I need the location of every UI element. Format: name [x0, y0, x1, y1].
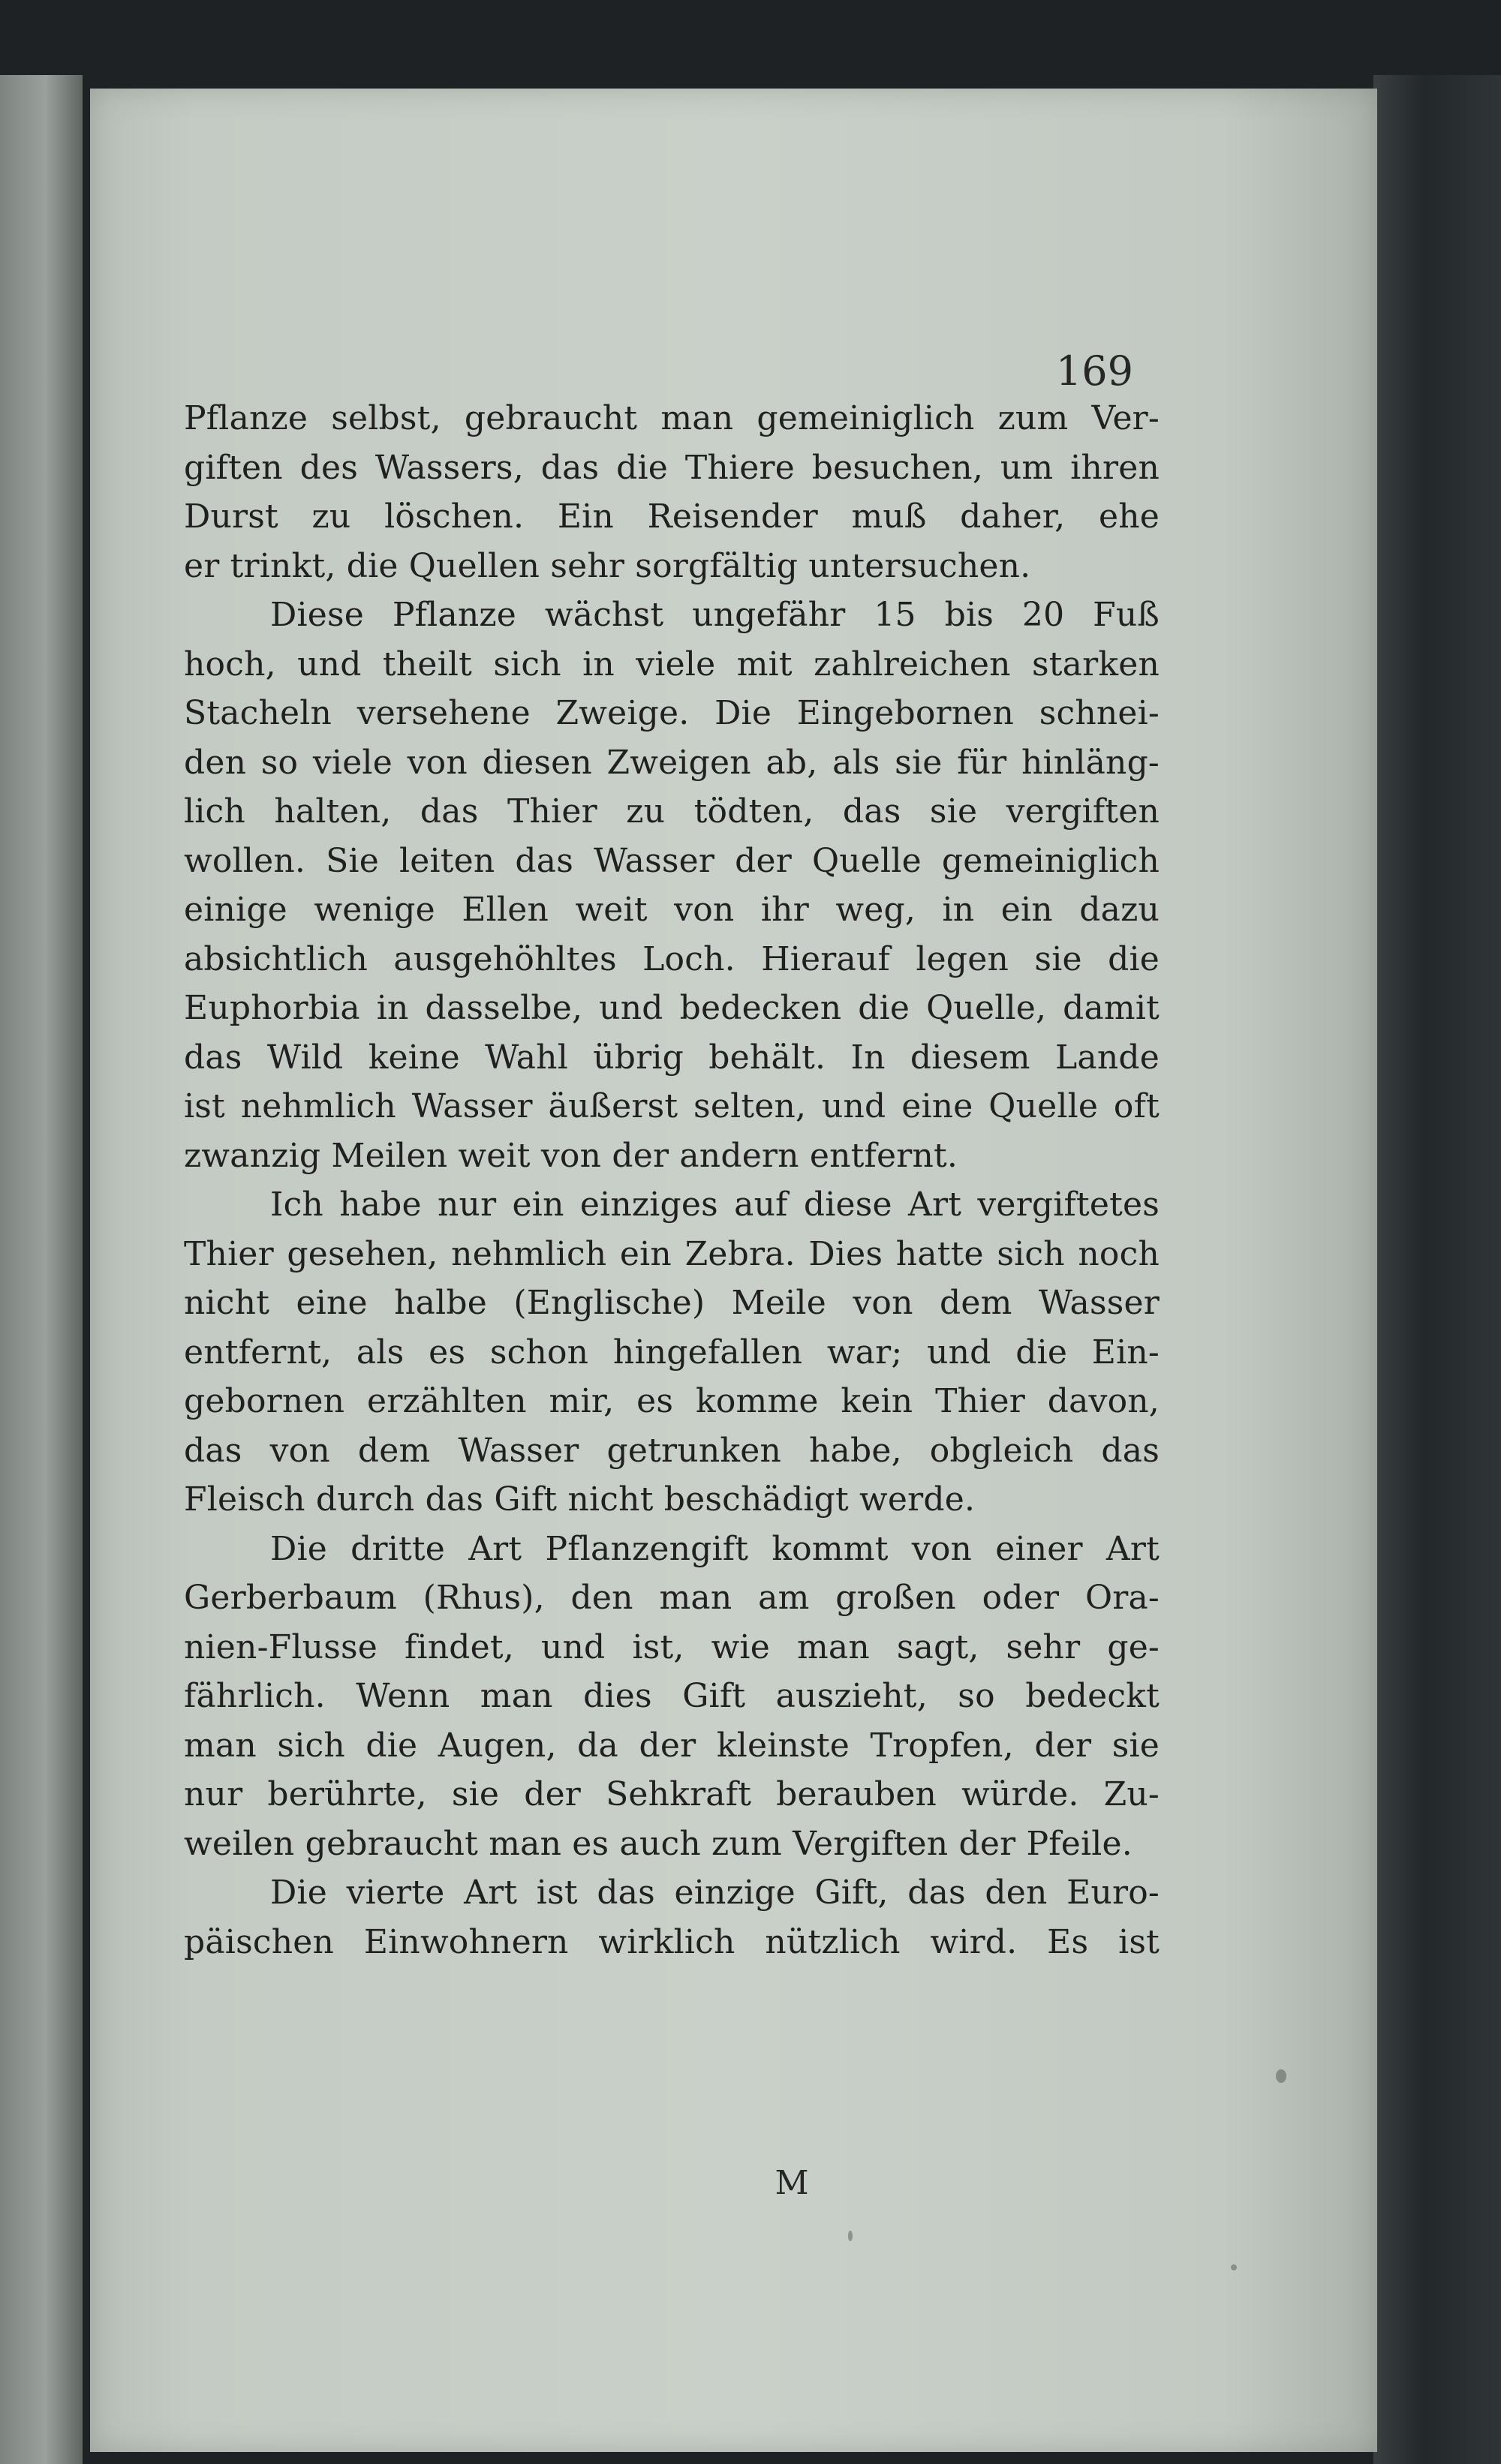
paragraph-start-line: Diese Pflanze wächst ungefähr 15 bis 20 Fuß — [270, 596, 1160, 634]
paper-stain — [1231, 2264, 1237, 2270]
book-cover-edge — [1373, 75, 1501, 2464]
text-line: wollen. Sie leiten das Wasser der Quelle gemeiniglich — [184, 841, 1160, 880]
text-line: gebornen erzählten mir, es komme kein Thier davon, — [184, 1382, 1160, 1420]
text-line: Gerberbaum (Rhus), den man am großen oder Ora- — [184, 1579, 1160, 1617]
text-line: Euphorbia in dasselbe, und bedecken die Quelle, damit — [184, 989, 1160, 1027]
text-line: weilen gebraucht man es auch zum Vergiften der Pfeile. — [184, 1824, 1133, 1863]
text-line: nicht eine halbe (Englische) Meile von dem Wasser — [184, 1284, 1160, 1322]
paper-stain — [1276, 2069, 1286, 2083]
text-line: päischen Einwohnern wirklich nützlich wird. Es ist — [184, 1922, 1160, 1961]
previous-page-edge — [0, 75, 83, 2464]
text-line: Pflanze selbst, gebraucht man gemeiniglich zum Ver- — [184, 399, 1160, 437]
text-line: das Wild keine Wahl übrig behält. In diesem Lande — [184, 1038, 1160, 1077]
text-line: ist nehmlich Wasser äußerst selten, und eine Quelle oft — [184, 1087, 1160, 1125]
text-line: absichtlich ausgehöhltes Loch. Hierauf legen sie die — [184, 939, 1160, 978]
catchword: M — [775, 2164, 809, 2202]
text-line: Stacheln versehene Zweige. Die Eingebornen schnei- — [184, 694, 1160, 732]
paragraph-start-line: Ich habe nur ein einziges auf diese Art vergiftetes — [270, 1185, 1160, 1224]
text-line: das von dem Wasser getrunken habe, obgleich das — [184, 1431, 1160, 1470]
text-line: zwanzig Meilen weit von der andern entfernt. — [184, 1136, 958, 1175]
text-line: er trinkt, die Quellen sehr sorgfältig untersuchen. — [184, 546, 1031, 585]
text-line: nien-Flusse findet, und ist, wie man sagt, sehr ge- — [184, 1627, 1160, 1666]
text-line: Thier gesehen, nehmlich ein Zebra. Dies hatte sich noch — [184, 1234, 1160, 1273]
text-line: lich halten, das Thier zu tödten, das sie vergiften — [184, 792, 1160, 831]
paper-stain — [848, 2231, 853, 2241]
page-number: 169 — [1055, 347, 1133, 395]
text-line: entfernt, als es schon hingefallen war; und die Ein- — [184, 1333, 1160, 1372]
body-text — [184, 394, 1160, 1967]
paragraph-start-line: Die dritte Art Pflanzengift kommt von einer Art — [270, 1529, 1160, 1568]
text-line: den so viele von diesen Zweigen ab, als sie für hinläng- — [184, 743, 1160, 782]
paragraph-start-line: Die vierte Art ist das einzige Gift, das den Euro- — [270, 1874, 1160, 1912]
text-line: man sich die Augen, da der kleinste Tropfen, der sie — [184, 1726, 1160, 1765]
text-line: einige wenige Ellen weit von ihr weg, in ein dazu — [184, 891, 1160, 929]
text-line: nur berührte, sie der Sehkraft berauben würde. Zu- — [184, 1775, 1160, 1813]
text-line: Durst zu löschen. Ein Reisender muß daher, ehe — [184, 497, 1160, 536]
text-line: hoch, und theilt sich in viele mit zahlreichen starken — [184, 645, 1160, 684]
text-line: Fleisch durch das Gift nicht beschädigt werde. — [184, 1480, 976, 1519]
text-line: giften des Wassers, das die Thiere besuchen, um ihren — [184, 448, 1160, 487]
text-line: fährlich. Wenn man dies Gift auszieht, so bedeckt — [184, 1677, 1160, 1715]
